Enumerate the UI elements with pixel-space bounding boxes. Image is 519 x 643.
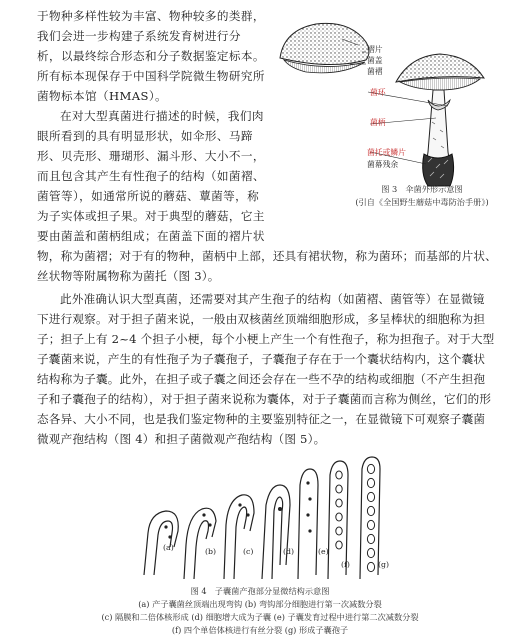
text-line: 结构称为子囊。此外，在担子或子囊之间还会存在一些不孕的结构或细胞（不产生担孢 bbox=[37, 372, 486, 386]
figure3-caption-title: 图 3 伞菌外形示意图 bbox=[381, 184, 463, 194]
stage-label-c: (c) bbox=[243, 547, 254, 556]
label-cap-edge: 菌盖 bbox=[367, 56, 383, 65]
figure3-caption-source: (引自《全国野生蘑菇中毒防治手册》) bbox=[355, 197, 489, 207]
text-line: 在对大型真菌进行描述的时候，我们肉 bbox=[60, 109, 264, 123]
label-ring: 菌环 bbox=[370, 88, 386, 97]
stage-label-a: (a) bbox=[163, 543, 174, 552]
label-cap-remnants: 菌幕残余 bbox=[367, 160, 399, 169]
text-line: 下进行观察。对于担子菌来说，一般由双核菌丝顶端细胞形成，多呈棒状的细胞称为担 bbox=[37, 312, 486, 326]
text-line: 于物种多样性较为丰富、物种较多的类群， bbox=[37, 9, 265, 23]
label-lamella: 菌褶 bbox=[367, 67, 383, 76]
label-volva: 菌托或鳞片 bbox=[367, 148, 406, 157]
text-line: 所有标本现保存于中国科学院微生物研究所 bbox=[37, 69, 265, 83]
figure4-caption-line: (a) 产子囊菌丝顶端出现弯钩 (b) 弯钩部分细胞进行第一次减数分裂 bbox=[138, 599, 382, 609]
stage-label-d: (d) bbox=[283, 547, 295, 556]
text-line: 我们会进一步构建子系统发育树进行分 bbox=[37, 29, 241, 43]
mushroom-illustration bbox=[270, 12, 510, 197]
text-line: 物，称为菌褶；对于有的物种，菌柄中上部，还具有裙状物，称为菌环；而基部的片状、 bbox=[37, 249, 497, 263]
text-line: 而且包含其产生有性孢子的结构（如菌褶、 bbox=[37, 169, 265, 183]
text-line: 子囊菌来说，产生的有性孢子为子囊孢子，子囊孢子存在于一个囊状结构内，这个囊状 bbox=[37, 352, 486, 366]
text-line: 为子实体或担子果。对于典型的蘑菇，它主 bbox=[37, 209, 265, 223]
ascus-development-illustration bbox=[130, 455, 410, 585]
text-line: 眼所看到的具有明显形状，如伞形、马蹄 bbox=[37, 129, 253, 143]
figure4-caption-line: (f) 四个单倍体核进行有丝分裂 (g) 形成子囊孢子 bbox=[171, 625, 349, 635]
stage-label-f: (f) bbox=[341, 560, 350, 569]
text-line: 菌物标本馆（HMAS）。 bbox=[37, 89, 168, 103]
label-gill: 褶片 bbox=[367, 45, 383, 54]
label-stipe: 菌柄 bbox=[370, 118, 386, 127]
text-line: 菌管等），如通常所说的蘑菇、蕈菌等，称 bbox=[37, 189, 260, 203]
figure4-caption-line: (c) 隔膜和二倍体核形成 (d) 细胞增大成为子囊 (e) 子囊发育过程中进行第二次减数分裂 bbox=[101, 612, 419, 622]
text-line: 子；担子上有 2~4 个担子小梗，每个小梗上产生一个有性孢子，称为担孢子。对于大型 bbox=[37, 332, 495, 346]
text-line: 微观产孢结构（图 4）和担子菌微观产孢结构（图 5）。 bbox=[37, 432, 326, 446]
stage-label-g: (g) bbox=[378, 560, 390, 569]
text-line: 丝状物等附属物称为菌托（图 3）。 bbox=[37, 269, 220, 283]
text-line: 析，以最终综合形态和分子数据鉴定标本。 bbox=[37, 49, 265, 63]
text-line: 子和子囊孢子的结构），对于担子菌来说称为囊体，对于子囊菌而言称为侧丝，它们的形 bbox=[37, 392, 492, 406]
text-line: 形、贝壳形、珊瑚形、漏斗形、大小不一， bbox=[37, 149, 265, 163]
text-line: 要由菌盖和菌柄组成；在菌盖下面的褶片状 bbox=[37, 229, 265, 243]
text-line: 此外准确认识大型真菌，还需要对其产生孢子的结构（如菌褶、菌管等）在显微镜 bbox=[60, 292, 485, 306]
text-line: 态各异、大小不同，也是我们鉴定物种的主要鉴别特征之一，在显微镜下可观察子囊菌 bbox=[37, 412, 486, 426]
stage-label-e: (e) bbox=[318, 547, 329, 556]
figure4-caption-title: 图 4 子囊菌产孢部分显微结构示意图 bbox=[190, 586, 330, 596]
stage-label-b: (b) bbox=[205, 547, 217, 556]
